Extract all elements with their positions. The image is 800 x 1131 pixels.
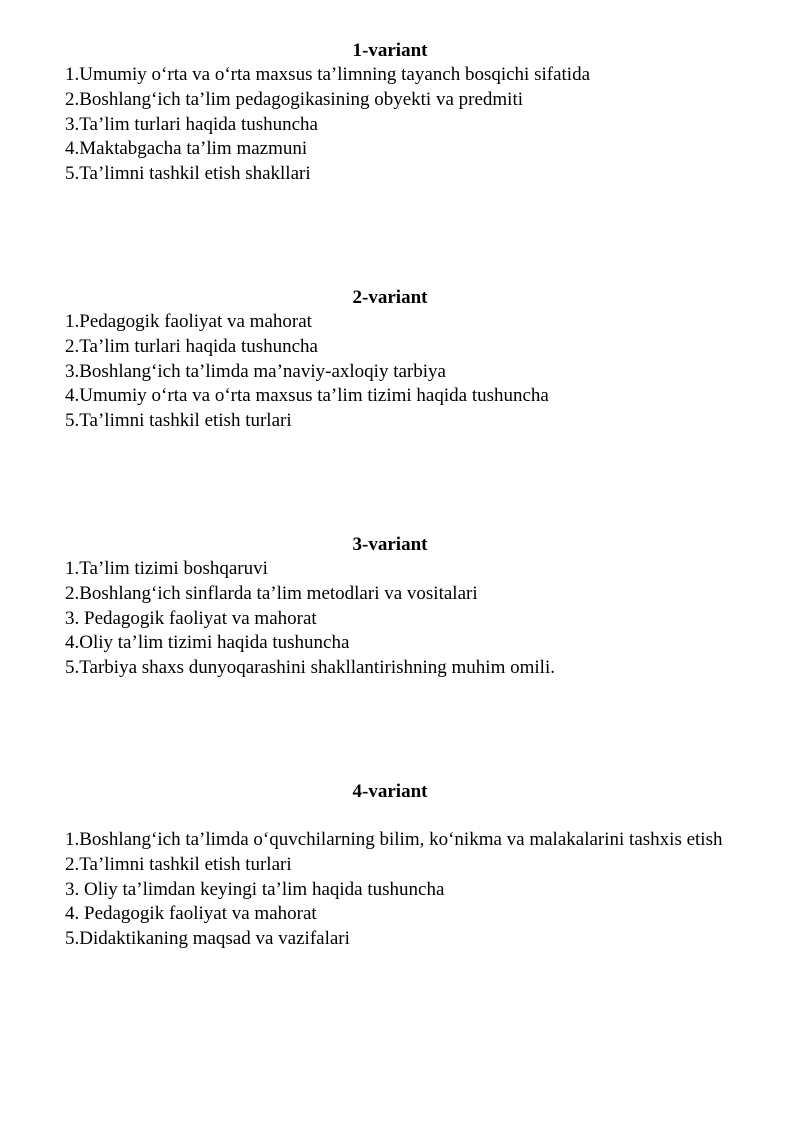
question-item: 5.Ta’limni tashkil etish turlari: [65, 410, 292, 432]
question-item: 2.Boshlang‘ich sinflarda ta’lim metodlari va vositalari: [65, 582, 478, 604]
variant-2-title: 2-variant: [352, 287, 428, 308]
question-item: 1.Pedagogik faoliyat va mahorat: [65, 311, 312, 332]
variant-4-title: 4-variant: [352, 781, 428, 802]
question-item: 4.Maktabgacha ta’lim mazmuni: [65, 138, 308, 160]
question-item: 3.Ta’lim turlari haqida tushuncha: [65, 113, 318, 135]
question-item: 1.Ta’lim tizimi boshqaruvi: [65, 558, 268, 579]
question-item: 3. Pedagogik faoliyat va mahorat: [65, 607, 317, 629]
variant-4-question-list: [65, 828, 725, 952]
variant-1-section: [65, 38, 725, 187]
question-item: 2.Boshlang‘ich ta’lim pedagogikasining obyekti va predmiti: [65, 88, 524, 110]
variant-3-section: [65, 532, 725, 681]
question-item: 5.Ta’limni tashkil etish shakllari: [65, 163, 311, 185]
question-item: 4.Oliy ta’lim tizimi haqida tushuncha: [65, 632, 350, 654]
variant-4-section: [65, 779, 725, 952]
question-item: 2.Ta’limni tashkil etish turlari: [65, 853, 292, 875]
question-item: 4. Pedagogik faoliyat va mahorat: [65, 903, 317, 925]
question-item: 2.Ta’lim turlari haqida tushuncha: [65, 335, 318, 357]
question-item: 5.Didaktikaning maqsad va vazifalari: [65, 928, 350, 950]
variant-3-question-list: [65, 557, 725, 681]
question-item: 3.Boshlang‘ich ta’limda ma’naviy-axloqiy tarbiya: [65, 360, 446, 382]
variant-1-question-list: [65, 63, 725, 187]
variant-2-question-list: [65, 310, 725, 434]
variant-2-section: [65, 285, 725, 434]
question-item: 1.Boshlang‘ich ta’limda o‘quvchilarning bilim, ko‘nikma va malakalarini tashxis etish: [65, 829, 723, 850]
question-item: 1.Umumiy o‘rta va o‘rta maxsus ta’limning tayanch bosqichi sifatida: [65, 64, 591, 85]
question-item: 3. Oliy ta’limdan keyingi ta’lim haqida tushuncha: [65, 878, 445, 900]
variant-3-title: 3-variant: [352, 534, 428, 555]
question-item: 4.Umumiy o‘rta va o‘rta maxsus ta’lim tizimi haqida tushuncha: [65, 385, 549, 407]
variant-1-title: 1-variant: [352, 40, 428, 61]
question-item: 5.Tarbiya shaxs dunyoqarashini shakllantirishning muhim omili.: [65, 657, 555, 679]
